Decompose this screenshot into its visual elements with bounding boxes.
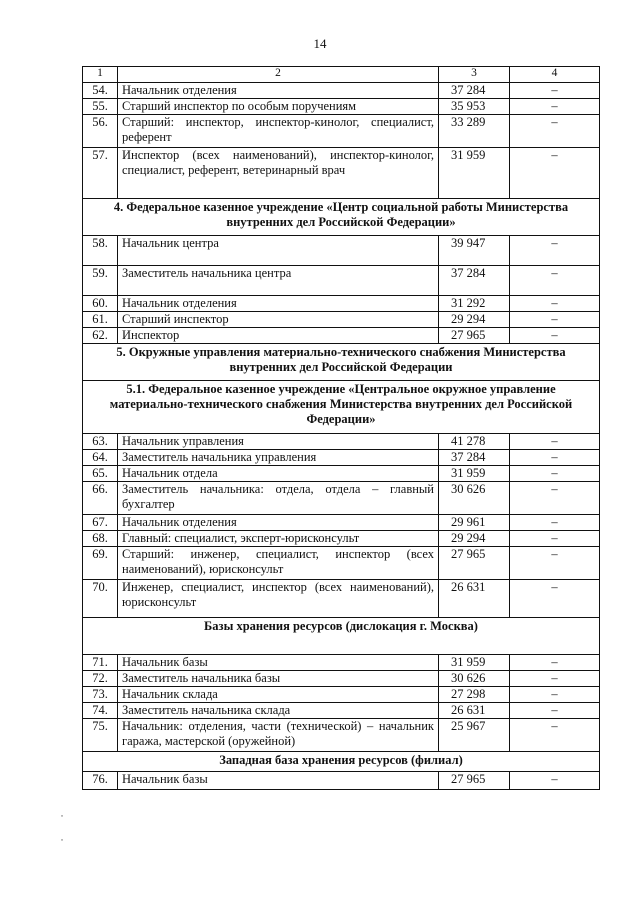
- extra-value: –: [510, 148, 600, 199]
- salary-value: 30 626: [439, 671, 510, 687]
- position-number: 66.: [83, 482, 118, 515]
- column-number-4: 4: [510, 67, 600, 83]
- position-title: Заместитель начальника управления: [118, 450, 439, 466]
- table-row: [83, 719, 600, 752]
- margin-mark: ˙: [60, 836, 64, 850]
- table-row: [83, 99, 600, 115]
- salary-value: 37 284: [439, 266, 510, 296]
- page-number: 14: [313, 36, 327, 51]
- position-title: Заместитель начальника: отдела, отдела – главный бухгалтер: [118, 482, 439, 515]
- extra-value: –: [510, 655, 600, 671]
- column-number-2: 2: [118, 67, 439, 83]
- position-number: 75.: [83, 719, 118, 752]
- table-row: [83, 580, 600, 618]
- position-number: 62.: [83, 328, 118, 344]
- position-title: Начальник отделения: [118, 83, 439, 99]
- extra-value: –: [510, 450, 600, 466]
- table-row: [83, 296, 600, 312]
- salary-value: 41 278: [439, 434, 510, 450]
- position-title: Начальник: отделения, части (технической) – начальник гаража, мастерской (оружейной): [118, 719, 439, 752]
- section-header-row: [83, 199, 600, 236]
- position-title: Старший инспектор: [118, 312, 439, 328]
- salary-value: 27 965: [439, 772, 510, 790]
- extra-value: –: [510, 482, 600, 515]
- salary-value: 27 298: [439, 687, 510, 703]
- position-title: Заместитель начальника склада: [118, 703, 439, 719]
- position-number: 71.: [83, 655, 118, 671]
- column-number-row: [83, 67, 600, 83]
- position-title: Инспектор: [118, 328, 439, 344]
- position-title: Начальник управления: [118, 434, 439, 450]
- section-title: 5. Окружные управления материально-технического снабжения Министерства внутренних дел Российской Федерации: [83, 344, 600, 381]
- column-number-3: 3: [439, 67, 510, 83]
- table-row: [83, 434, 600, 450]
- table-row: [83, 671, 600, 687]
- position-number: 68.: [83, 531, 118, 547]
- position-title: Старший: инспектор, инспектор-кинолог, специалист, референт: [118, 115, 439, 148]
- salary-value: 35 953: [439, 99, 510, 115]
- section-title: Базы хранения ресурсов (дислокация г. Москва): [83, 618, 600, 655]
- extra-value: –: [510, 531, 600, 547]
- position-number: 72.: [83, 671, 118, 687]
- position-title: Старший инспектор по особым поручениям: [118, 99, 439, 115]
- position-title: Начальник базы: [118, 772, 439, 790]
- extra-value: –: [510, 772, 600, 790]
- salary-value: 33 289: [439, 115, 510, 148]
- position-title: Начальник склада: [118, 687, 439, 703]
- section-header-row: [83, 344, 600, 381]
- position-title: Заместитель начальника базы: [118, 671, 439, 687]
- table-row: [83, 687, 600, 703]
- extra-value: –: [510, 466, 600, 482]
- position-number: 56.: [83, 115, 118, 148]
- position-title: Старший: инженер, специалист, инспектор (всех наименований), юрисконсульт: [118, 547, 439, 580]
- table-row: [83, 148, 600, 199]
- margin-mark: ˙: [60, 812, 64, 826]
- position-title: Заместитель начальника центра: [118, 266, 439, 296]
- table-row: [83, 312, 600, 328]
- position-number: 70.: [83, 580, 118, 618]
- salary-value: 27 965: [439, 547, 510, 580]
- extra-value: –: [510, 99, 600, 115]
- table-row: [83, 703, 600, 719]
- table-row: [83, 328, 600, 344]
- salary-value: 29 961: [439, 515, 510, 531]
- table-row: [83, 531, 600, 547]
- salary-value: 29 294: [439, 531, 510, 547]
- table-row: [83, 772, 600, 790]
- table-row: [83, 655, 600, 671]
- extra-value: –: [510, 266, 600, 296]
- extra-value: –: [510, 115, 600, 148]
- extra-value: –: [510, 547, 600, 580]
- extra-value: –: [510, 328, 600, 344]
- salary-value: 29 294: [439, 312, 510, 328]
- position-number: 63.: [83, 434, 118, 450]
- extra-value: –: [510, 434, 600, 450]
- position-number: 69.: [83, 547, 118, 580]
- table-row: [83, 115, 600, 148]
- salary-value: 37 284: [439, 450, 510, 466]
- table-row: [83, 547, 600, 580]
- position-number: 59.: [83, 266, 118, 296]
- position-title: Начальник отделения: [118, 515, 439, 531]
- position-number: 67.: [83, 515, 118, 531]
- position-number: 58.: [83, 236, 118, 266]
- table-row: [83, 83, 600, 99]
- position-title: Инспектор (всех наименований), инспектор-кинолог, специалист, референт, ветеринарный врач: [118, 148, 439, 199]
- table-row: [83, 466, 600, 482]
- table-row: [83, 515, 600, 531]
- salary-value: 37 284: [439, 83, 510, 99]
- section-header-row: [83, 618, 600, 655]
- extra-value: –: [510, 312, 600, 328]
- position-number: 64.: [83, 450, 118, 466]
- salary-value: 31 959: [439, 466, 510, 482]
- position-number: 73.: [83, 687, 118, 703]
- position-title: Начальник отделения: [118, 296, 439, 312]
- extra-value: –: [510, 687, 600, 703]
- table-row: [83, 482, 600, 515]
- position-number: 54.: [83, 83, 118, 99]
- salary-value: 30 626: [439, 482, 510, 515]
- extra-value: –: [510, 580, 600, 618]
- position-number: 61.: [83, 312, 118, 328]
- salary-value: 25 967: [439, 719, 510, 752]
- extra-value: –: [510, 296, 600, 312]
- salary-value: 39 947: [439, 236, 510, 266]
- extra-value: –: [510, 83, 600, 99]
- salary-value: 31 959: [439, 148, 510, 199]
- position-number: 57.: [83, 148, 118, 199]
- table-row: [83, 236, 600, 266]
- salary-table: [82, 66, 600, 790]
- extra-value: –: [510, 515, 600, 531]
- position-number: 65.: [83, 466, 118, 482]
- position-number: 74.: [83, 703, 118, 719]
- extra-value: –: [510, 236, 600, 266]
- section-header-row: [83, 381, 600, 434]
- salary-value: 26 631: [439, 580, 510, 618]
- section-title: Западная база хранения ресурсов (филиал): [83, 752, 600, 772]
- position-title: Главный: специалист, эксперт-юрисконсульт: [118, 531, 439, 547]
- position-number: 76.: [83, 772, 118, 790]
- table-row: [83, 450, 600, 466]
- salary-value: 31 959: [439, 655, 510, 671]
- salary-value: 27 965: [439, 328, 510, 344]
- position-number: 60.: [83, 296, 118, 312]
- section-title: 4. Федеральное казенное учреждение «Центр социальной работы Министерства внутренних дел Российской Федерации»: [83, 199, 600, 236]
- column-number-1: 1: [83, 67, 118, 83]
- position-title: Начальник центра: [118, 236, 439, 266]
- extra-value: –: [510, 703, 600, 719]
- extra-value: –: [510, 671, 600, 687]
- position-number: 55.: [83, 99, 118, 115]
- section-title: 5.1. Федеральное казенное учреждение «Центральное окружное управление материально-технического снабжения Министерства внутренних дел Российской Федерации»: [83, 381, 600, 434]
- position-title: Начальник отдела: [118, 466, 439, 482]
- table-row: [83, 266, 600, 296]
- salary-table-body: [83, 67, 600, 790]
- salary-value: 26 631: [439, 703, 510, 719]
- position-title: Инженер, специалист, инспектор (всех наименований), юрисконсульт: [118, 580, 439, 618]
- salary-value: 31 292: [439, 296, 510, 312]
- section-header-row: [83, 752, 600, 772]
- extra-value: –: [510, 719, 600, 752]
- position-title: Начальник базы: [118, 655, 439, 671]
